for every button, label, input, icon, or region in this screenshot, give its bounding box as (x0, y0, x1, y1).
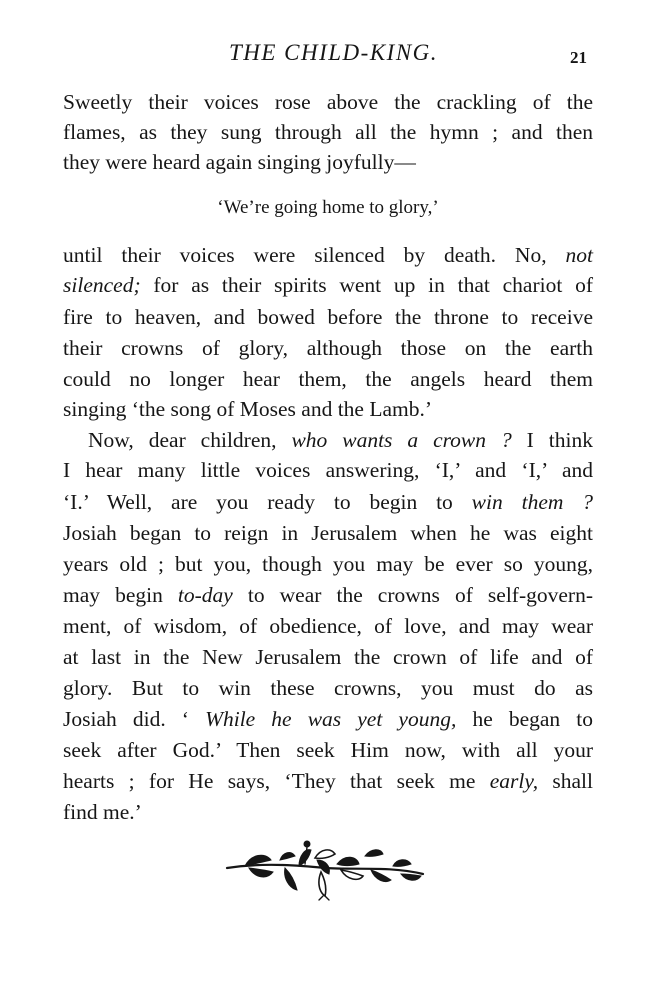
floral-vignette-icon (225, 838, 425, 902)
text-line: seek after God.’ Then seek Him now, with all your (63, 738, 593, 762)
quoted-verse: ‘We’re going home to glory,’ (217, 197, 439, 218)
text-line: Sweetly their voices rose above the crackling of the (63, 90, 593, 114)
text-line: fire to heaven, and bowed before the throne to receive (63, 305, 593, 329)
text-line: silenced; for as their spirits went up in that chariot of (63, 273, 593, 297)
text-line: flames, as they sung through all the hymn ; and then (63, 120, 593, 144)
running-header: THE CHILD-KING. (228, 40, 439, 65)
text-line: their crowns of glory, although those on the earth (63, 336, 593, 360)
paragraph-start-line: Now, dear children, who wants a crown ? I think (88, 428, 593, 452)
text-line: I hear many little voices answering, ‘I,’ and ‘I,’ and (63, 458, 593, 482)
text-line: hearts ; for He says, ‘They that seek me early, shall (63, 769, 593, 793)
text-line: Josiah did. ‘ While he was yet young, he began to (63, 707, 593, 731)
text-line: ment, of wisdom, of obedience, of love, and may wear (63, 614, 593, 638)
page-number: 21 (570, 48, 587, 67)
text-line: could no longer hear them, the angels heard them (63, 367, 593, 391)
text-line: glory. But to win these crowns, you must do as (63, 676, 593, 700)
text-line: at last in the New Jerusalem the crown of life and of (63, 645, 593, 669)
text-line: may begin to-day to wear the crowns of self-govern- (63, 583, 593, 607)
text-line: ‘I.’ Well, are you ready to begin to win them ? (63, 490, 594, 514)
text-line: they were heard again singing joyfully— (63, 150, 416, 174)
text-line: singing ‘the song of Moses and the Lamb.’ (63, 397, 433, 421)
text-line: Josiah began to reign in Jerusalem when he was eight (63, 521, 593, 545)
text-line: years old ; but you, though you may be ever so young, (63, 552, 593, 576)
text-line: find me.’ (63, 800, 142, 824)
text-line: until their voices were silenced by death. No, not (63, 243, 593, 267)
